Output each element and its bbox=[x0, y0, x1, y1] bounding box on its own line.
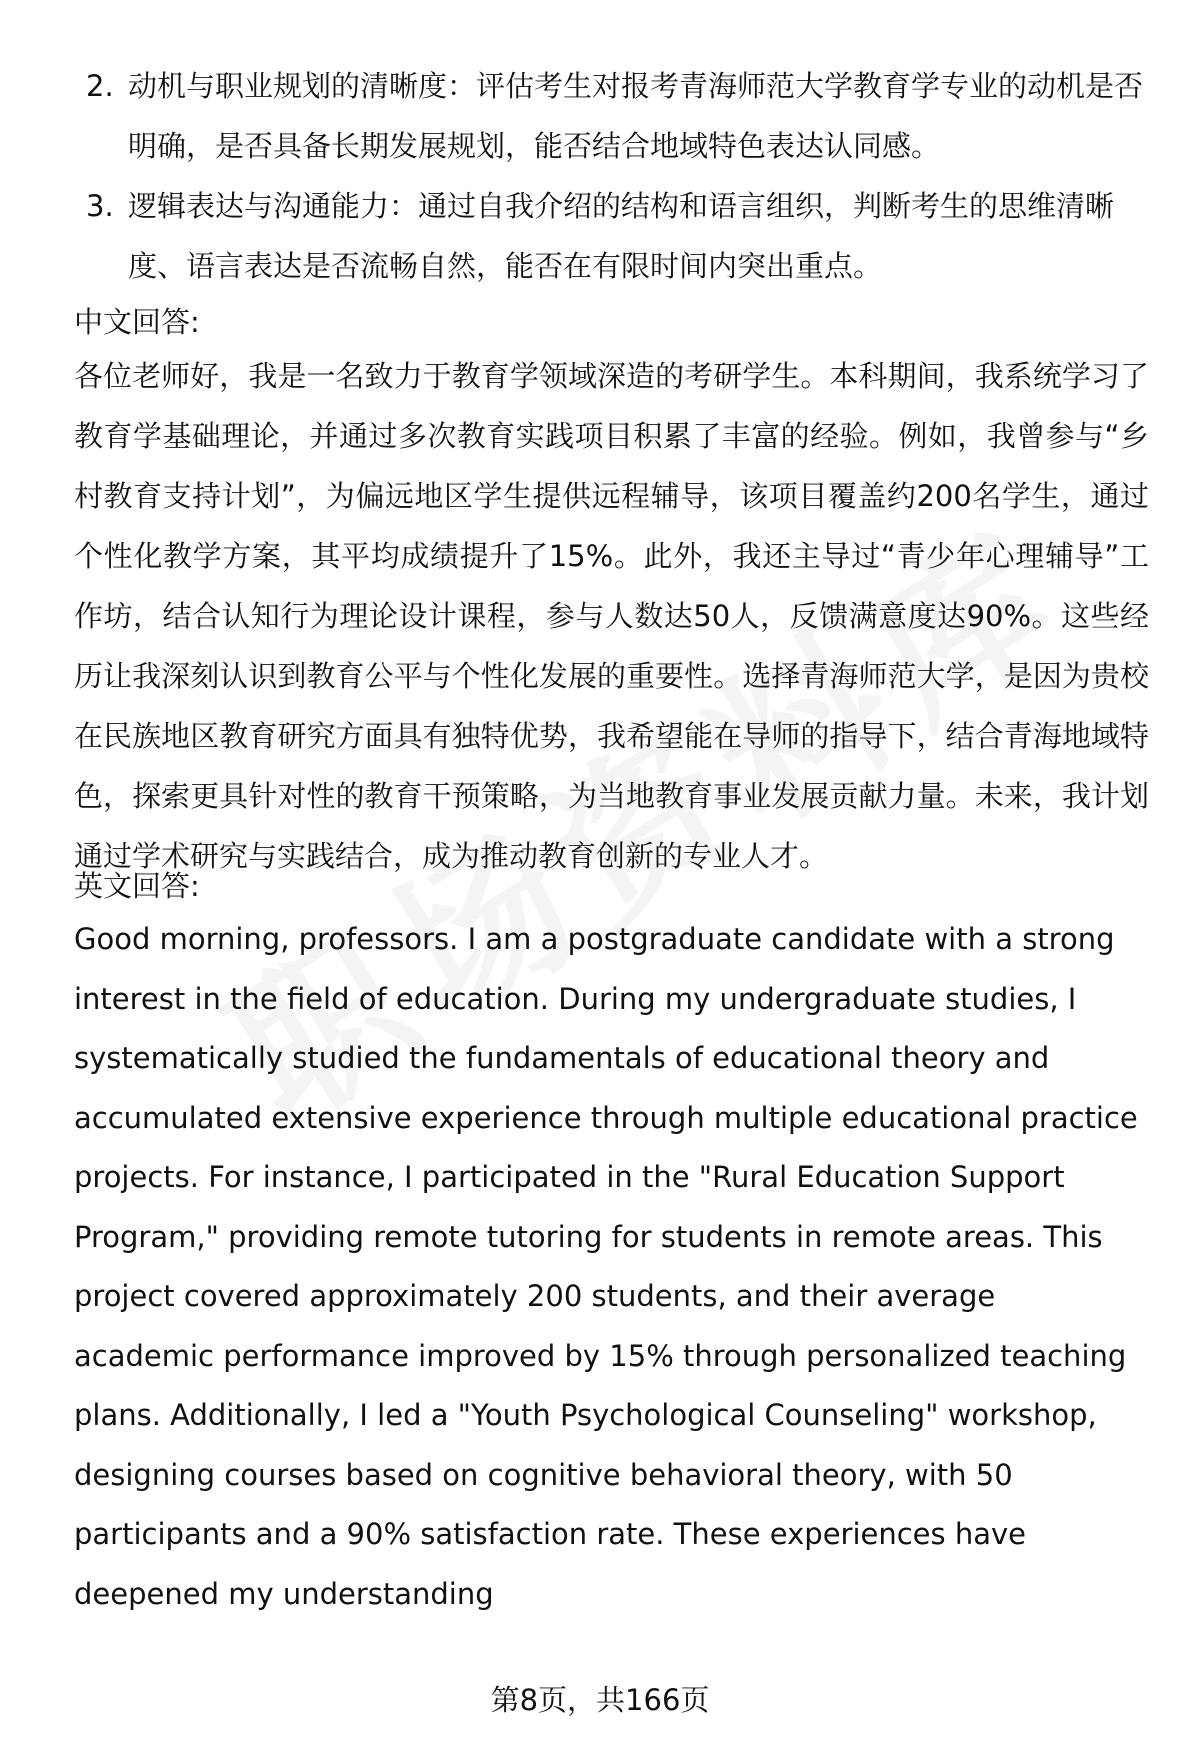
criteria-number: 2. bbox=[86, 69, 114, 103]
criteria-item bbox=[74, 176, 1144, 296]
criteria-item bbox=[74, 56, 1144, 176]
english-answer-label: 英文回答: bbox=[74, 869, 200, 903]
criteria-text: 逻辑表达与沟通能力：通过自我介绍的结构和语言组织，判断考生的思维清晰度、语言表达是否流畅自然，能否在有限时间内突出重点。 bbox=[128, 189, 1115, 283]
criteria-number: 3. bbox=[86, 189, 114, 223]
criteria-text: 动机与职业规划的清晰度：评估考生对报考青海师范大学教育学专业的动机是否明确，是否具备长期发展规划，能否结合地域特色表达认同感。 bbox=[128, 69, 1144, 163]
chinese-answer-text: 各位老师好，我是一名致力于教育学领域深造的考研学生。本科期间，我系统学习了教育学基础理论，并通过多次教育实践项目积累了丰富的经验。例如，我曾参与“乡村教育支持计划”，为偏远地区学生提供远程辅导，该项目覆盖约200名学生，通过个性化教学方案，其平均成绩提升了15%。此外，我还主导过“青少年心理辅导”工作坊，结合认知行为理论设计课程，参与人数达50人，反馈满意度达90%。这些经历让我深刻认识到教育公平与个性化发展的重要性。选择青海师范大学，是因为贵校在民族地区教育研究方面具有独特优势，我希望能在导师的指导下，结合青海地域特色，探索更具针对性的教育干预策略，为当地教育事业发展贡献力量。未来，我计划通过学术研究与实践结合，成为推动教育创新的专业人才。 bbox=[74, 359, 1149, 873]
english-answer-text: Good morning, professors. I am a postgraduate candidate with a strong interest in the field of education. During my undergraduate studies, I systematically studied the fundamentals of educational theory and accumulated extensive experience through multiple educational practice projects. For instance, I participated in the "Rural Education Support Program," providing remote tutoring for students in remote areas. This project covered approximately 200 students, and their average academic performance improved by 15% through personalized teaching plans. Additionally, I led a "Youth Psychological Counseling" workshop, designing courses based on cognitive behavioral theory, with 50 participants and a 90% satisfaction rate. These experiences have deepened my understanding bbox=[74, 922, 1138, 1611]
evaluation-criteria-list bbox=[74, 56, 1144, 296]
page-indicator: 第8页，共166页 bbox=[490, 1683, 710, 1717]
chinese-answer-label: 中文回答: bbox=[74, 305, 200, 339]
